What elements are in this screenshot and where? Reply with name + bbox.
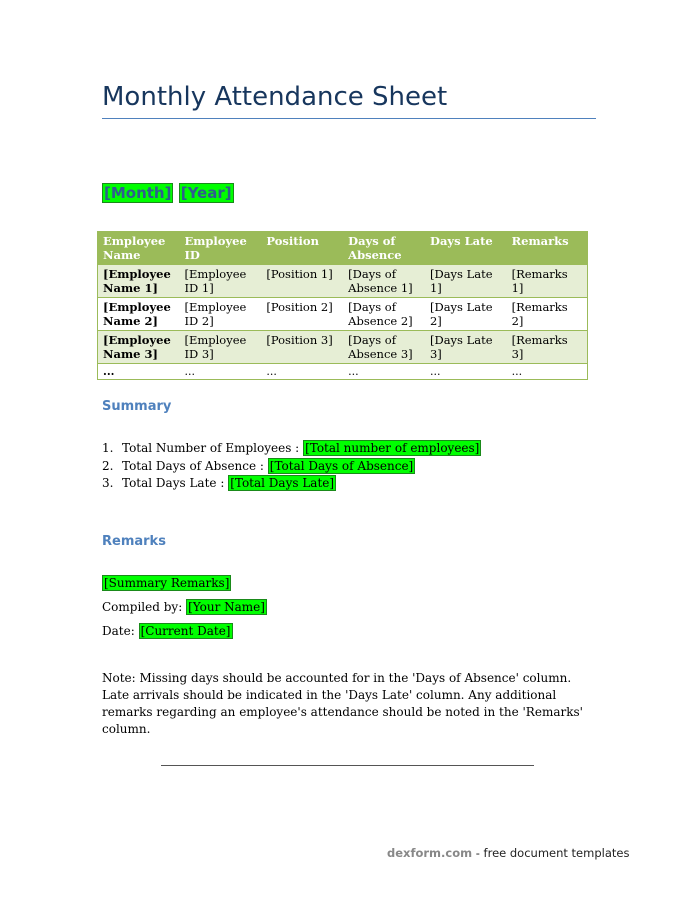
header-position: Position (261, 232, 343, 265)
table-cell[interactable]: [Days of Absence 3] (343, 331, 425, 364)
table-cell[interactable]: ... (343, 364, 425, 380)
summary-list (102, 440, 481, 493)
table-cell[interactable]: [Employee ID 1] (179, 265, 261, 298)
page-title: Monthly Attendance Sheet (102, 82, 596, 119)
month-year-heading (102, 184, 234, 202)
table-cell[interactable]: [Days of Absence 1] (343, 265, 425, 298)
footer (387, 846, 629, 860)
table-row (98, 298, 588, 331)
footer-text: - free document templates (472, 846, 630, 860)
total-late-placeholder[interactable]: [Total Days Late] (230, 476, 335, 490)
list-item (102, 458, 481, 476)
table-cell[interactable]: ... (261, 364, 343, 380)
table-row (98, 265, 588, 298)
table-cell[interactable]: ... (179, 364, 261, 380)
table-cell[interactable]: [Remarks 2] (507, 298, 588, 331)
list-number: 1. (102, 441, 114, 455)
compiled-by-line (102, 600, 267, 614)
table-cell[interactable]: [Days Late 1] (425, 265, 507, 298)
summary-remarks-line (102, 576, 231, 590)
table-cell[interactable]: ... (425, 364, 507, 380)
table-cell[interactable]: [Remarks 1] (507, 265, 588, 298)
year-placeholder[interactable]: [Year] (180, 184, 232, 202)
table-cell[interactable]: ... (507, 364, 588, 380)
header-employee-id: Employee ID (179, 232, 261, 265)
note-paragraph: Note: Missing days should be accounted for in the 'Days of Absence' column. Late arrivals should be indicated in the 'Days Late' column. Any additional remarks regarding an employee's attendance should be noted in the 'Remarks' column. (102, 671, 583, 736)
total-employees-placeholder[interactable]: [Total number of employees] (305, 441, 480, 455)
header-remarks: Remarks (507, 232, 588, 265)
table-cell[interactable]: ... (98, 364, 180, 380)
table-row (98, 364, 588, 380)
date-label: Date: (102, 624, 135, 638)
header-employee-name: Employee Name (98, 232, 180, 265)
month-placeholder[interactable]: [Month] (104, 184, 172, 202)
your-name-placeholder[interactable]: [Your Name] (188, 600, 265, 614)
list-number: 3. (102, 476, 114, 490)
list-number: 2. (102, 458, 114, 473)
header-days-late: Days Late (425, 232, 507, 265)
table-cell[interactable]: [Position 3] (261, 331, 343, 364)
summary-label: Total Number of Employees : (122, 441, 300, 455)
table-cell[interactable]: [Days Late 3] (425, 331, 507, 364)
table-cell[interactable]: [Position 1] (261, 265, 343, 298)
summary-heading: Summary (102, 399, 172, 414)
footer-brand-link[interactable]: dexform.com (387, 846, 473, 860)
table-cell[interactable]: [Days of Absence 2] (343, 298, 425, 331)
attendance-table (97, 231, 588, 380)
list-item (102, 475, 481, 493)
header-days-of-absence: Days of Absence (343, 232, 425, 265)
table-row (98, 331, 588, 364)
table-cell[interactable]: [Remarks 3] (507, 331, 588, 364)
divider-line (161, 765, 534, 766)
remarks-heading: Remarks (102, 534, 166, 549)
table-cell[interactable]: [Days Late 2] (425, 298, 507, 331)
date-line (102, 624, 233, 638)
table-cell[interactable]: [Employee ID 2] (179, 298, 261, 331)
summary-remarks-placeholder[interactable]: [Summary Remarks] (104, 576, 230, 590)
total-absence-placeholder[interactable]: [Total Days of Absence] (269, 458, 414, 473)
summary-label: Total Days Late : (122, 476, 225, 490)
table-cell[interactable]: [Employee Name 2] (98, 298, 180, 331)
table-cell[interactable]: [Position 2] (261, 298, 343, 331)
summary-label: Total Days of Absence : (122, 458, 264, 473)
table-cell[interactable]: [Employee ID 3] (179, 331, 261, 364)
list-item (102, 440, 481, 458)
table-cell[interactable]: [Employee Name 1] (98, 265, 180, 298)
table-header-row (98, 232, 588, 265)
compiled-by-label: Compiled by: (102, 600, 183, 614)
current-date-placeholder[interactable]: [Current Date] (140, 624, 231, 638)
table-cell[interactable]: [Employee Name 3] (98, 331, 180, 364)
